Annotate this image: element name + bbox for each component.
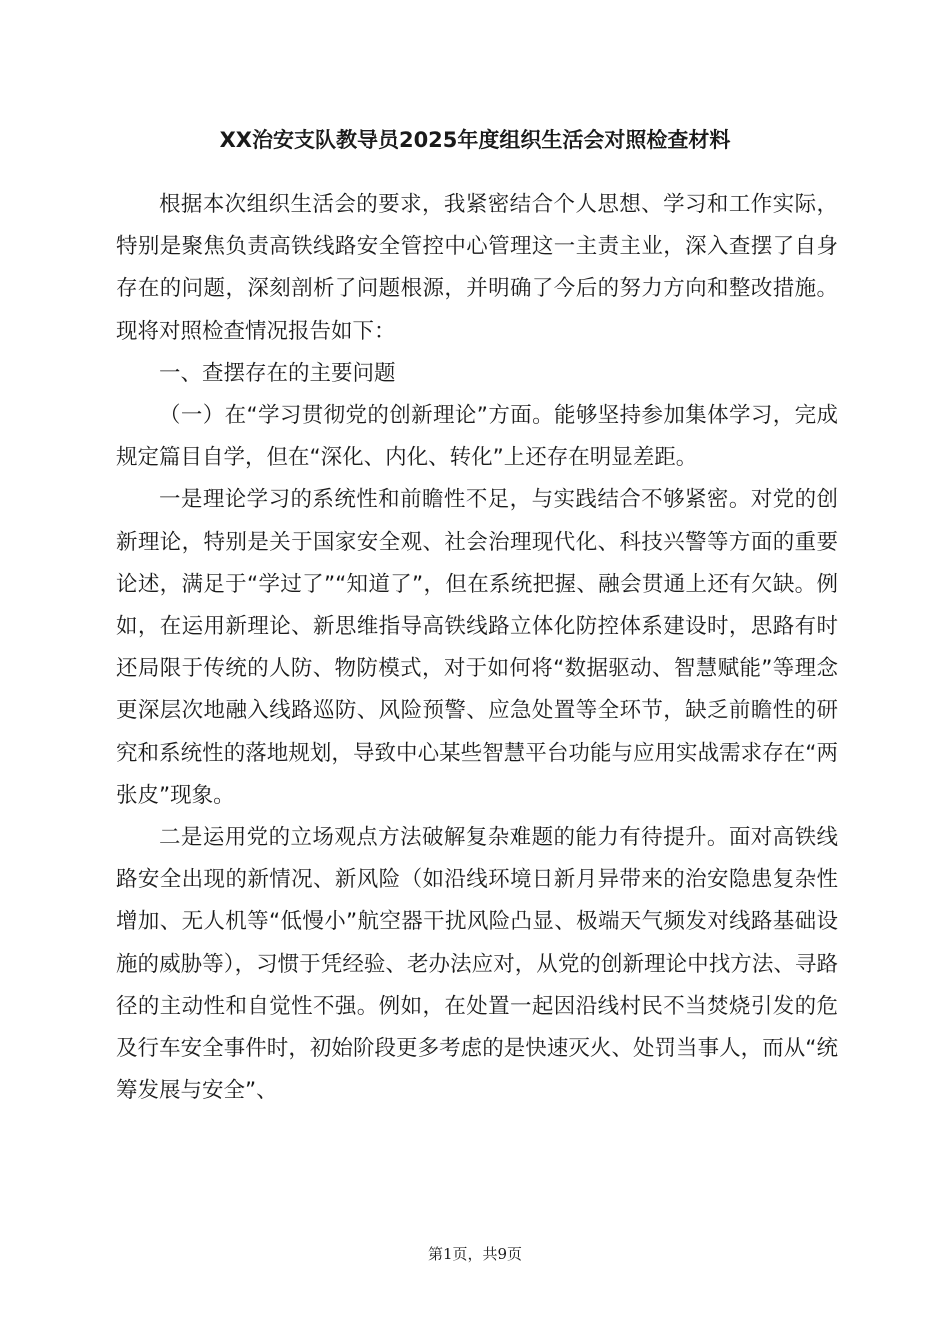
page-number: 第1页，共9页 — [427, 1245, 523, 1263]
section-heading: 一、查摆存在的主要问题 — [159, 360, 396, 386]
intro-paragraph: 根据本次组织生活会的要求，我紧密结合个人思想、学习和工作实际，特别是聚焦负责高铁线路安全管控中心管理这一主责主业，深入查摆了自身存在的问题，深刻剖析了问题根源，并明确了今后的努力方向和整改措施。现将对照检查情况报告如下： — [116, 192, 838, 344]
body-paragraph: 一是理论学习的系统性和前瞻性不足，与实践结合不够紧密。对党的创新理论，特别是关于国家安全观、社会治理现代化、科技兴警等方面的重要论述，满足于“学过了”“知道了”，但在系统把握、融会贯通上还有欠缺。例如，在运用新理论、新思维指导高铁线路立体化防控体系建设时，思路有时还局限于传统的人防、物防模式，对于如何将“数据驱动、智慧赋能”等理念更深层次地融入线路巡防、风险预警、应急处置等全环节，缺乏前瞻性的研究和系统性的落地规划，导致中心某些智慧平台功能与应用实战需求存在“两张皮”现象。 — [116, 487, 838, 808]
subsection-heading-paragraph: （一）在“学习贯彻党的创新理论”方面。能够坚持参加集体学习，完成规定篇目自学，但在“深化、内化、转化”上还存在明显差距。 — [116, 403, 838, 471]
document-title: XX治安支队教导员2025年度组织生活会对照检查材料 — [219, 128, 731, 152]
document-body — [116, 184, 838, 1112]
body-paragraph: 二是运用党的立场观点方法破解复杂难题的能力有待提升。面对高铁线路安全出现的新情况、新风险（如沿线环境日新月异带来的治安隐患复杂性增加、无人机等“低慢小”航空器干扰风险凸显、极端天气频发对线路基础设施的威胁等），习惯于凭经验、老办法应对，从党的创新理论中找方法、寻路径的主动性和自觉性不强。例如，在处置一起因沿线村民不当焚烧引发的危及行车安全事件时，初始阶段更多考虑的是快速灭火、处罚当事人，而从“统筹发展与安全”、 — [116, 825, 838, 1104]
